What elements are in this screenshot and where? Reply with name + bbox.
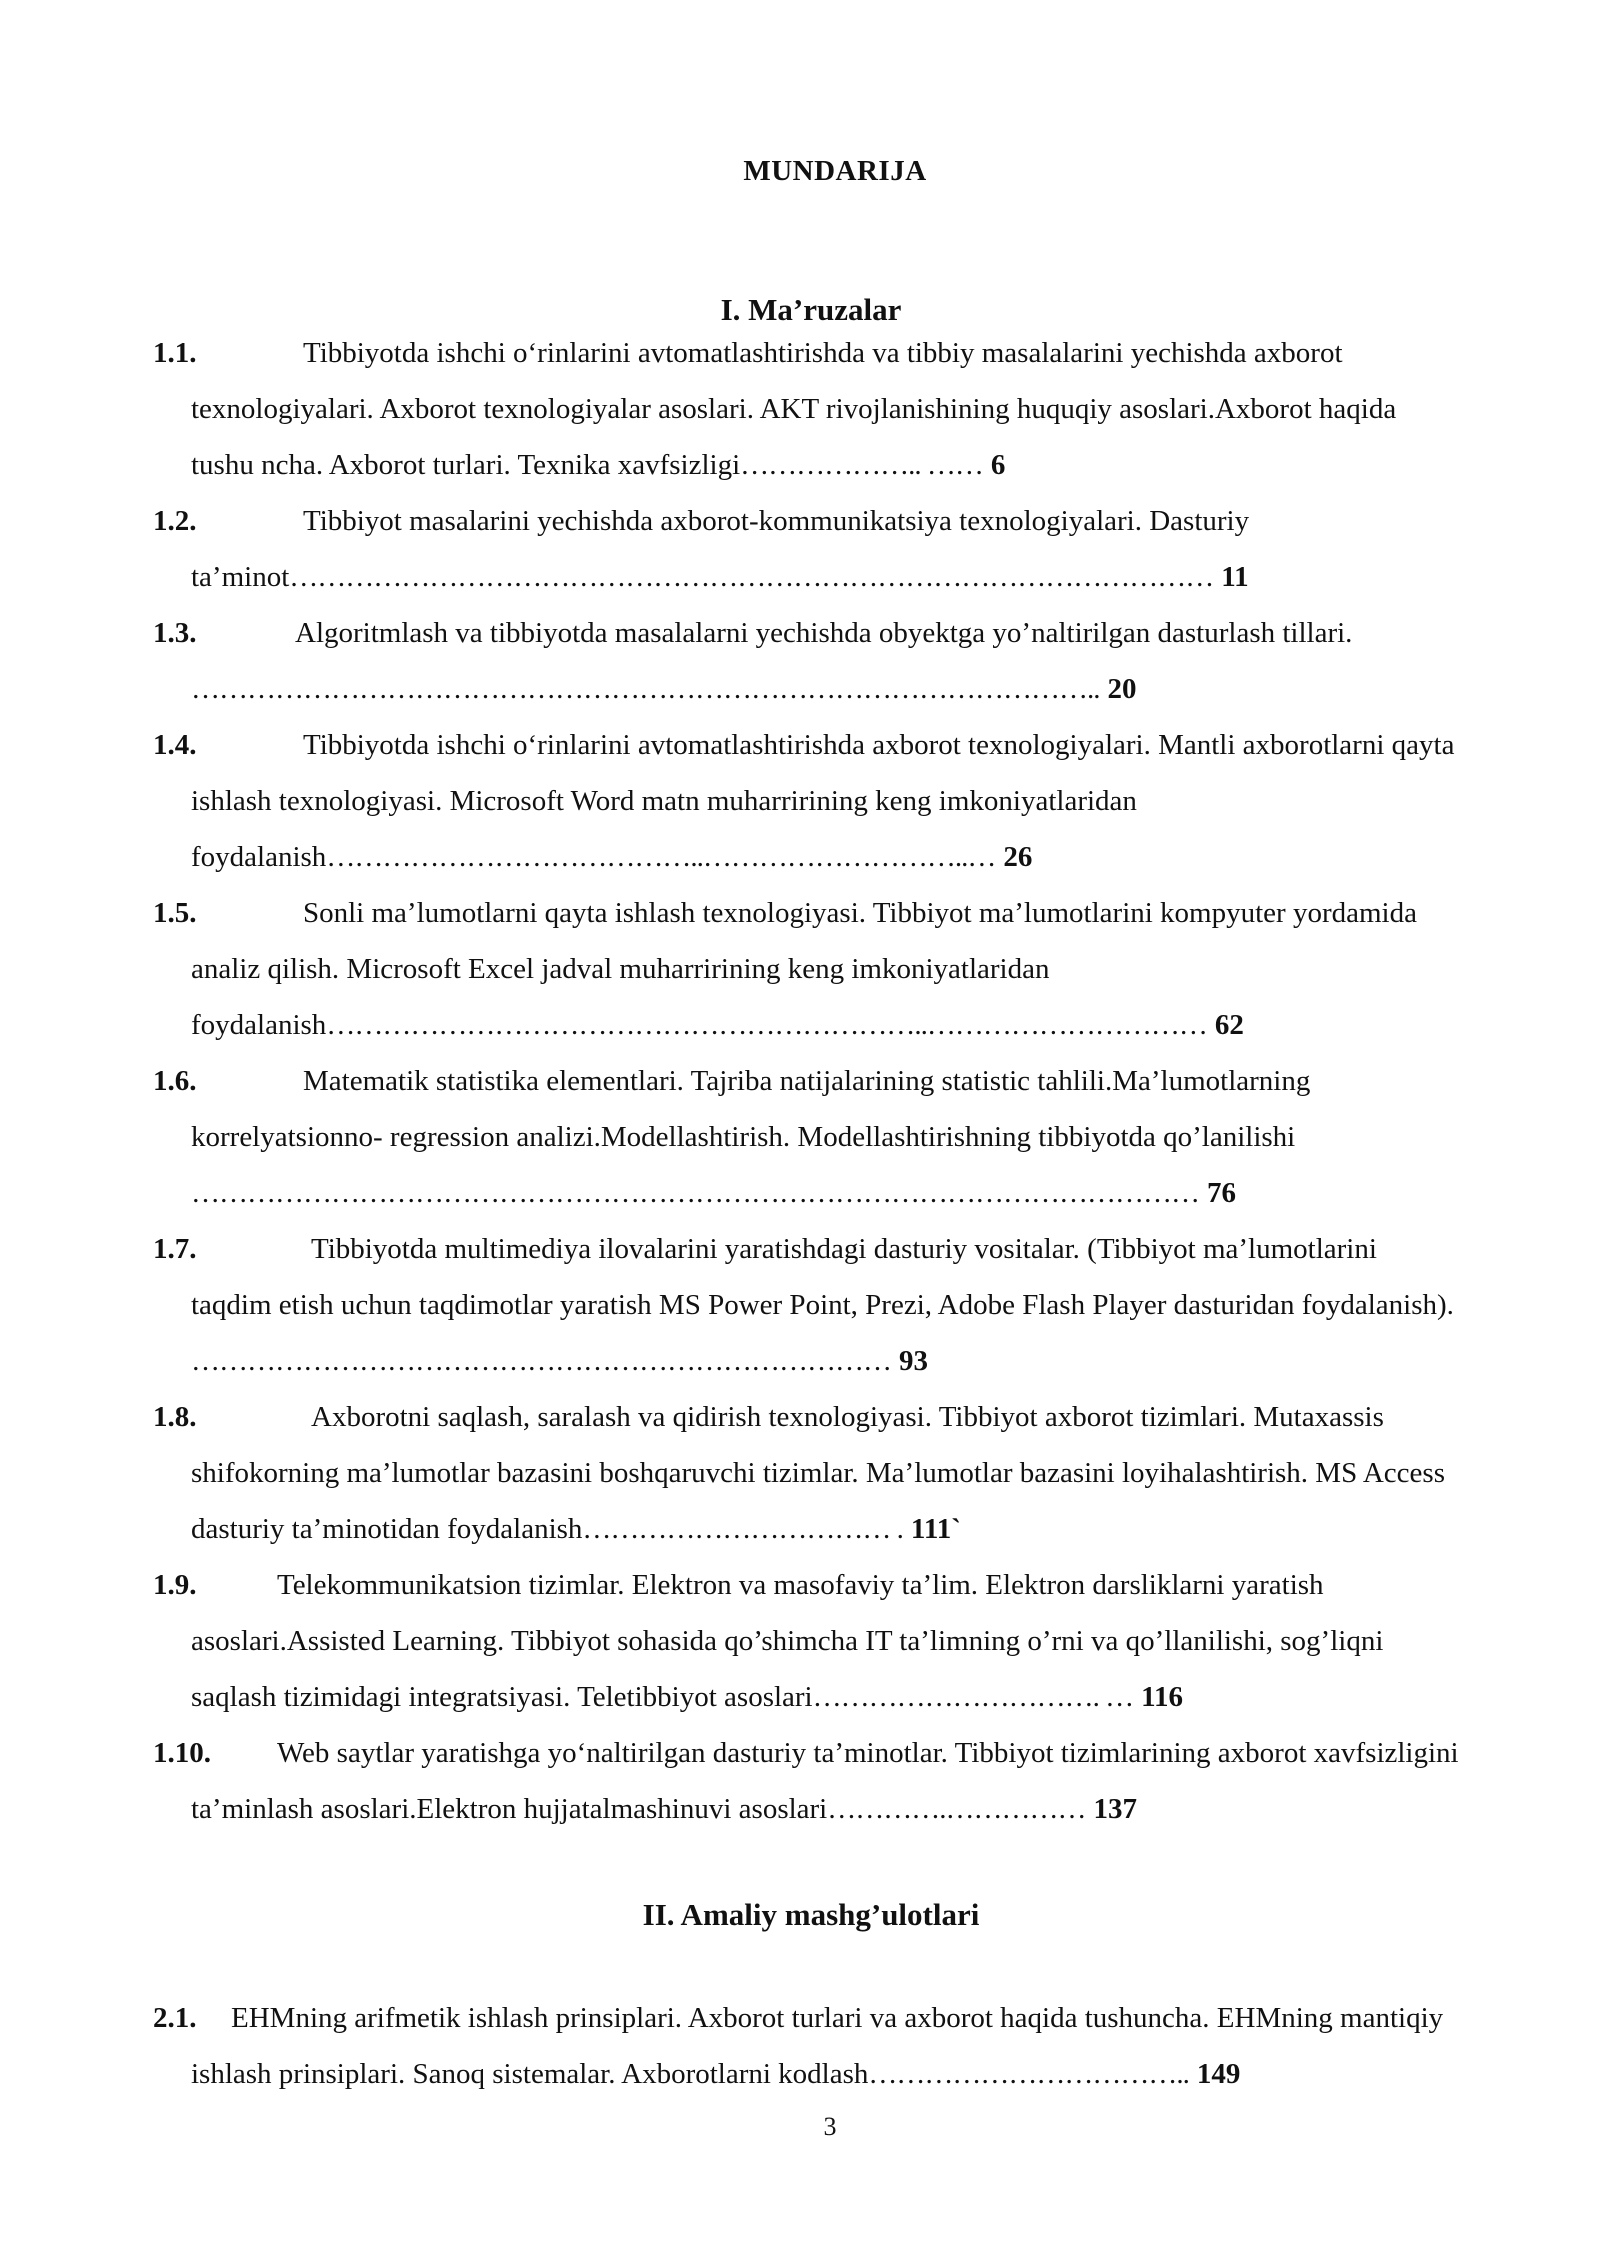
entry-page: 26: [1003, 841, 1033, 873]
toc-entry[interactable]: [153, 1990, 1463, 2102]
entry-title: Tibbiyotda ishchi o‘rinlarini avtomatlashtirishda va tibbiy masalalarini yechishda axborot texnologiyalari. Axborot texnologiyalar asoslari. AKT rivojlanishining huquqiy asoslari.Axborot haqida tushu ncha. Axborot turlari. Texnika xavfsizligi: [191, 337, 1397, 481]
entry-leader-dots: ……………………………………………………………………………………..: [191, 673, 1100, 705]
entry-page: 116: [1141, 1681, 1184, 1713]
entry-number: 1.9.: [153, 1569, 197, 1601]
entry-title: EHMning arifmetik ishlash prinsiplari. Axborot turlari va axborot haqida tushuncha. EHMning mantiqiy ishlash prinsiplari. Sanoq sistemalar. Axborotlarni kodlash: [191, 2002, 1444, 2090]
entry-page: 93: [899, 1345, 928, 1377]
toc-entry[interactable]: [153, 605, 1463, 717]
entry-number: 1.3.: [153, 617, 197, 649]
entry-page: 137: [1093, 1793, 1137, 1825]
page-title: MUNDARIJA: [743, 155, 927, 187]
entry-title: Sonli ma’lumotlarni qayta ishlash texnologiyasi. Tibbiyot ma’lumotlarini kompyuter yordamida analiz qilish. Microsoft Excel jadval muharririning keng imkoniyatlaridan foydalanish: [191, 897, 1417, 1041]
entry-number: 2.1.: [153, 2002, 197, 2034]
entry-number: 1.1.: [153, 337, 197, 369]
entry-title: Telekommunikatsion tizimlar. Elektron va masofaviy ta’lim. Elektron darsliklarni yaratish asoslari.Assisted Learning. Tibbiyot sohasida qo’shimcha IT ta’limning o’rni va qo’llanilishi, sog’liqni saqlash tizimidagi integratsiyasi. Teletibbiyot asoslari: [191, 1569, 1384, 1713]
entry-title: Algoritmlash va tibbiyotda masalalarni yechishda obyektga yo’naltirilgan dasturlash tillari.: [295, 617, 1353, 649]
toc-entry[interactable]: [153, 885, 1463, 1053]
entry-leader-dots: …………………………………………………………………: [191, 1345, 891, 1377]
entry-title: Tibbiyotda ishchi o‘rinlarini avtomatlashtirishda axborot texnologiyalari. Mantli axborotlarni qayta ishlash texnologiyasi. Microsoft Word matn muharririning keng imkoniyatlaridan foydalanish: [191, 729, 1455, 873]
entry-page: 76: [1207, 1177, 1236, 1209]
entry-leader-dots: ………….……………: [827, 1793, 1086, 1825]
entry-page: 6: [990, 449, 1006, 481]
entry-leader-dots: ………………………………………………………………………………………………: [191, 1177, 1199, 1209]
entry-number: 1.10.: [153, 1737, 211, 1769]
entry-page: 149: [1196, 2058, 1241, 2090]
toc-entry[interactable]: [153, 1053, 1463, 1221]
page-number: 3: [823, 2112, 837, 2141]
entry-leader-dots: ………………………………………………………………………………………: [289, 561, 1214, 593]
entry-title: Matematik statistika elementlari. Tajriba natijalarining statistic tahlili.Ma’lumotlarning korrelyatsionno- regression analizi.Modellashtirish. Modellashtirishning tibbiyotda qo’lanilishi: [191, 1065, 1311, 1153]
entry-title: Web saytlar yaratishga yo‘naltirilgan dasturiy ta’minotlar. Tibbiyot tizimlarining axborot xavfsizligini ta’minlash asoslari.Elektron hujjatalmashinuvi asoslari: [191, 1737, 1459, 1825]
entry-title: Axborotni saqlash, saralash va qidirish texnologiyasi. Tibbiyot axborot tizimlari. Mutaxassis shifokorning ma’lumotlar bazasini boshqaruvchi tizimlar. Ma’lumotlar bazasini loyihalashtirish. MS Access dasturiy ta’minotidan foydalanish: [191, 1401, 1445, 1545]
entry-leader-dots: …………………………………..………………………..…: [326, 841, 996, 873]
toc-entry[interactable]: [153, 493, 1463, 605]
entry-title: Tibbiyot masalarini yechishda axborot-kommunikatsiya texnologiyalari. Dasturiy ta’minot: [191, 505, 1250, 593]
toc-entry[interactable]: [153, 717, 1463, 885]
entry-number: 1.8.: [153, 1401, 197, 1433]
entry-number: 1.6.: [153, 1065, 197, 1097]
toc-entry[interactable]: [153, 325, 1463, 493]
section-heading-practicals: II. Amaliy mashg’ulotlari: [642, 1897, 980, 1932]
entry-number: 1.4.: [153, 729, 197, 761]
entry-page: 11: [1221, 561, 1249, 593]
entry-page: 20: [1107, 673, 1137, 705]
entry-leader-dots: …………………………… .: [582, 1513, 903, 1545]
entry-leader-dots: ……………….. ……: [740, 449, 983, 481]
entry-leader-dots: …………………………. …: [812, 1681, 1134, 1713]
entry-title: Tibbiyotda multimediya ilovalarini yaratishdagi dasturiy vositalar. (Tibbiyot ma’lumotlarini taqdim etish uchun taqdimotlar yaratish MS Power Point, Prezi, Adobe Flash Player dasturidan foydalanish).: [191, 1233, 1454, 1321]
section-heading-lectures: I. Ma’ruzalar: [720, 292, 902, 327]
toc-lectures: [153, 325, 1463, 1837]
entry-leader-dots: ……………………………..: [868, 2058, 1189, 2090]
toc-practicals: [153, 1990, 1463, 2102]
entry-leader-dots: ………………………………………………………..…………………………: [326, 1009, 1207, 1041]
entry-page: 111`: [910, 1513, 961, 1545]
toc-entry[interactable]: [153, 1389, 1463, 1557]
entry-number: 1.5.: [153, 897, 197, 929]
entry-number: 1.2.: [153, 505, 197, 537]
toc-entry[interactable]: [153, 1557, 1463, 1725]
entry-page: 62: [1214, 1009, 1244, 1041]
entry-number: 1.7.: [153, 1233, 197, 1265]
toc-entry[interactable]: [153, 1725, 1463, 1837]
toc-entry[interactable]: [153, 1221, 1463, 1389]
